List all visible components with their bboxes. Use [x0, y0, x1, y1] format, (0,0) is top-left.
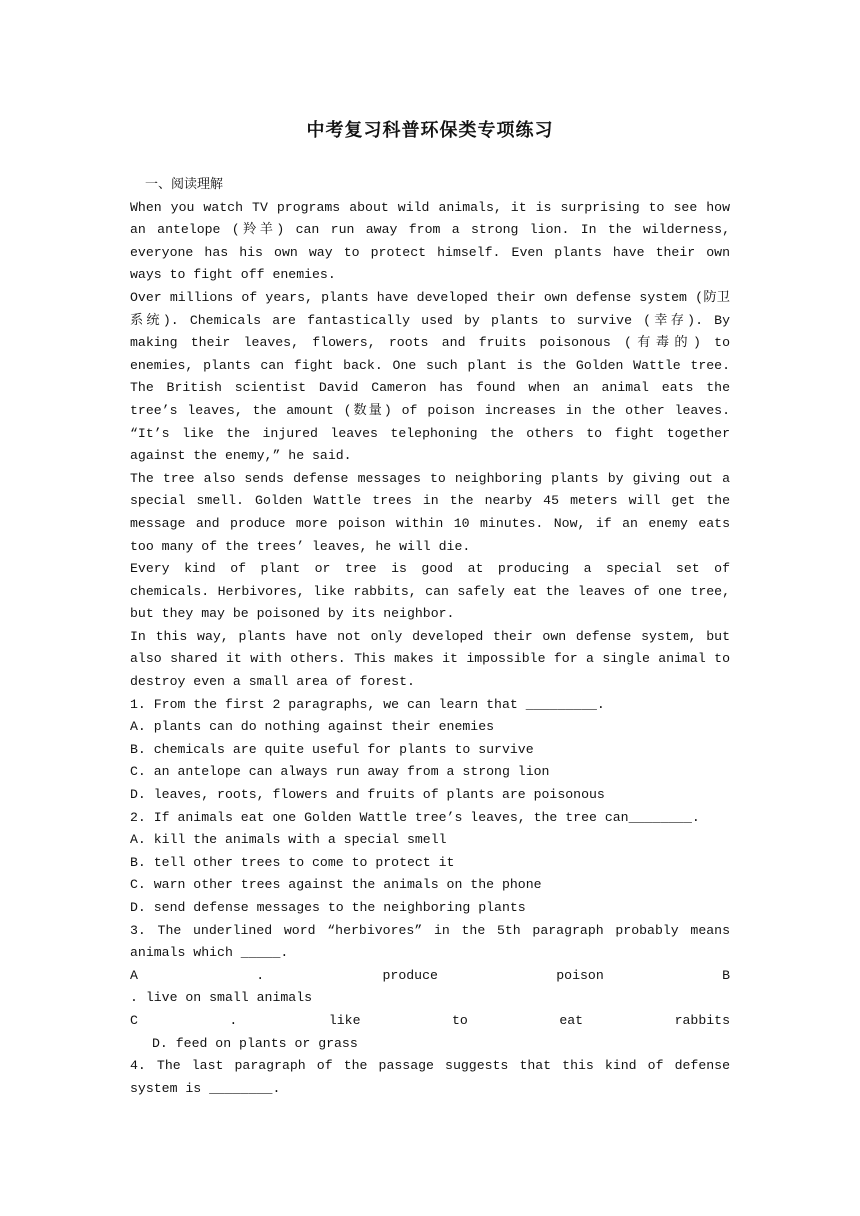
- document-title: 中考复习科普环保类专项练习: [306, 120, 554, 141]
- paragraph-1: When you watch TV programs about wild animals, it is surprising to see how an antelope (羚羊) can run away from a strong lion. In the wilderness, everyone has his own way to protect himself. Even plants have their own ways to fight off enemies.: [130, 199, 730, 283]
- paragraph-5: In this way, plants have not only developed their own defense system, but also shared it with others. This makes it impossible for a single animal to destroy even a small area of forest.: [130, 628, 730, 690]
- question-2-option-c: C. warn other trees against the animals on the phone: [130, 877, 542, 893]
- question-1-option-a: A. plants can do nothing against their enemies: [130, 719, 495, 735]
- question-1-option-d: D. leaves, roots, flowers and fruits of plants are poisonous: [130, 787, 605, 803]
- question-3-line-4: D. feed on plants or grass: [152, 1035, 358, 1051]
- document-body: [130, 174, 730, 1100]
- section-heading: 一、阅读理解: [145, 177, 224, 192]
- question-3-line-1: A . produce poison B: [130, 967, 730, 983]
- question-3-line-3: C . like to eat rabbits: [130, 1012, 730, 1028]
- question-3-stem: 3. The underlined word “herbivores” in the 5th paragraph probably means animals which _____.: [130, 922, 730, 961]
- question-4-stem: 4. The last paragraph of the passage suggests that this kind of defense system is ________.: [130, 1058, 730, 1096]
- paragraph-4: Every kind of plant or tree is good at producing a special set of chemicals. Herbivores, like rabbits, can safely eat the leaves of one tree, but they may be poisoned by its neighbor.: [130, 561, 730, 622]
- question-2-option-b: B. tell other trees to come to protect it: [130, 854, 455, 870]
- question-1-stem: 1. From the first 2 paragraphs, we can learn that _________.: [130, 696, 605, 712]
- question-3-line-2: . live on small animals: [130, 990, 313, 1006]
- question-2-option-a: A. kill the animals with a special smell: [130, 832, 447, 848]
- question-1-option-b: B. chemicals are quite useful for plants to survive: [130, 741, 534, 757]
- paragraph-2: Over millions of years, plants have developed their own defense system (防卫系统). Chemicals are fantastically used by plants to survive (幸存). By making their leaves, flowers, roots and fruits poisonous (有毒的) to enemies, plants can fight back. One such plant is the Golden Wattle tree. The British scientist David Cameron has found when an animal eats the tree’s leaves, the amount (数量) of poison increases in the other leaves. “It’s like the injured leaves telephoning the others to fight together against the enemy,” he said.: [130, 289, 730, 464]
- question-1-option-c: C. an antelope can always run away from a strong lion: [130, 764, 550, 780]
- question-2-option-d: D. send defense messages to the neighboring plants: [130, 900, 526, 915]
- question-2-stem: 2. If animals eat one Golden Wattle tree’s leaves, the tree can________.: [130, 809, 700, 825]
- paragraph-3: The tree also sends defense messages to neighboring plants by giving out a special smell. Golden Wattle trees in the nearby 45 meters will get the message and produce more poison within 10 minutes. Now, if an enemy eats too many of the trees’ leaves, he will die.: [130, 470, 730, 554]
